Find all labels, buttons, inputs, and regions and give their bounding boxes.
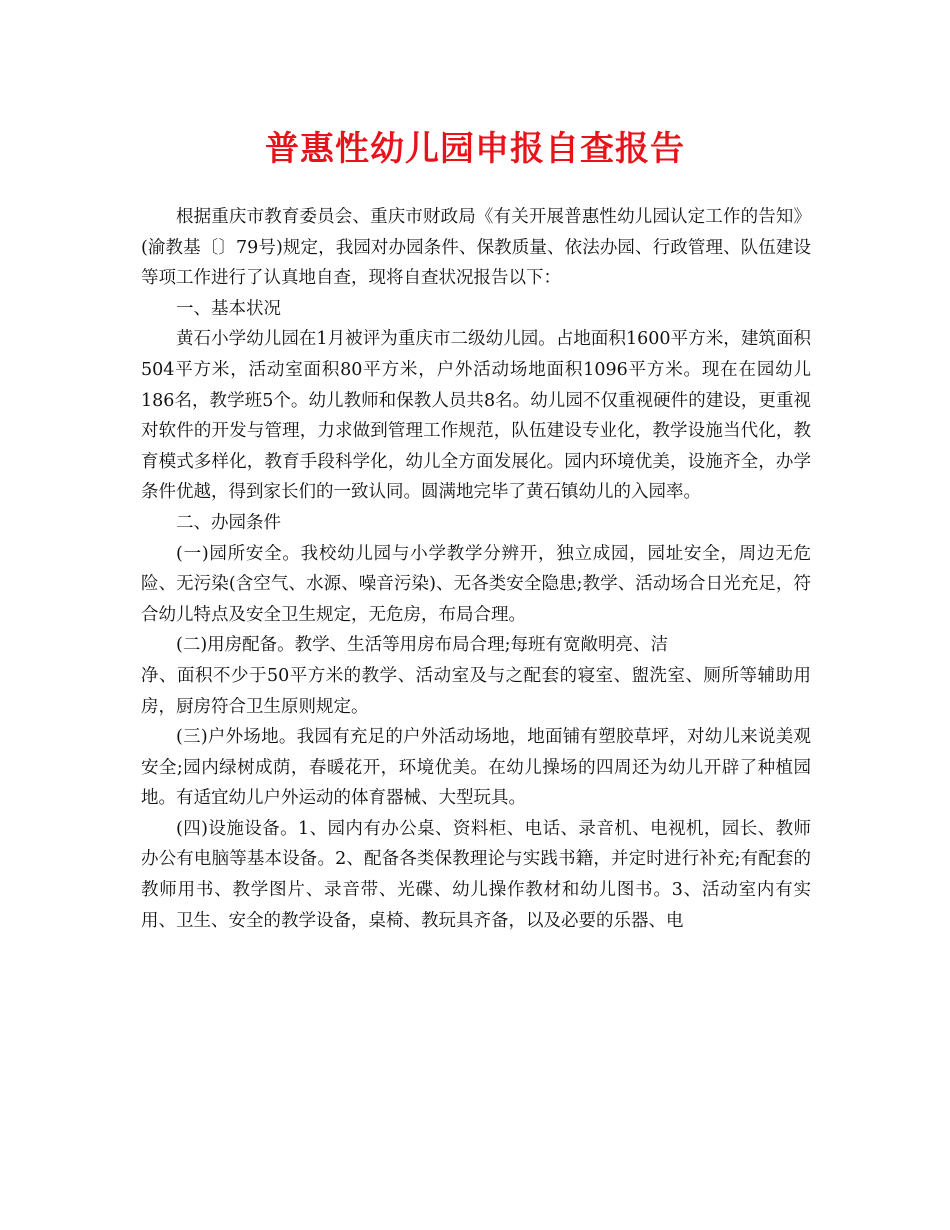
outdoor-paragraph: (三)户外场地。我园有充足的户外活动场地，地面铺有塑胶草坪，对幼儿来说美观安全;园内绿树成荫，春暖花开，环境优美。在幼儿操场的四周还为幼儿开辟了种植园地。有适宜幼儿户外运动的体育器械、大型玩具。 — [141, 727, 811, 809]
intro-paragraph: 根据重庆市教育委员会、重庆市财政局《有关开展普惠性幼儿园认定工作的告知》(渝教基〔〕79号)规定，我园对办园条件、保教质量、依法办园、行政管理、队伍建设等项工作进行了认真地自查，现将自查状况报告以下： — [141, 207, 811, 289]
rooms-paragraph-start: (二)用房配备。教学、生活等用房布局合理;每班有宽敞明亮、洁 — [176, 635, 669, 656]
safety-paragraph: (一)园所安全。我校幼儿园与小学教学分辨开，独立成园，园址安全，周边无危险、无污染(含空气、水源、噪音污染)、无各类安全隐患;教学、活动场合日光充足，符合幼儿特点及安全卫生规定，无危房，布局合理。 — [141, 543, 811, 625]
section-heading-basic: 一、基本状况 — [176, 298, 281, 319]
basic-paragraph: 黄石小学幼儿园在1月被评为重庆市二级幼儿园。占地面积1600平方米，建筑面积504平方米，活动室面积80平方米，户外活动场地面积1096平方米。现在在园幼儿186名，教学班5个。幼儿教师和保教人员共8名。幼儿园不仅重视硬件的建设，更重视对软件的开发与管理，力求做到管理工作规范，队伍建设专业化，教学设施当代化，教育模式多样化，教育手段科学化，幼儿全方面发展化。园内环境优美，设施齐全，办学条件优越，得到家长们的一致认同。圆满地完毕了黄石镇幼儿的入园率。 — [141, 329, 811, 503]
document-body — [141, 202, 811, 936]
section-heading-conditions: 二、办园条件 — [176, 512, 281, 533]
rooms-paragraph-continued: 净、面积不少于50平方米的教学、活动室及与之配套的寝室、盥洗室、厕所等辅助用房，厨房符合卫生原则规定。 — [141, 665, 811, 717]
document-title: 普惠性幼儿园申报自查报告 — [265, 129, 685, 169]
equipment-paragraph: (四)设施设备。1、园内有办公桌、资料柜、电话、录音机、电视机，园长、教师办公有电脑等基本设备。2、配备各类保教理论与实践书籍，并定时进行补充;有配套的教师用书、教学图片、录音带、光碟、幼儿操作教材和幼儿图书。3、活动室内有实用、卫生、安全的教学设备，桌椅、教玩具齐备，以及必要的乐器、电 — [141, 818, 811, 931]
